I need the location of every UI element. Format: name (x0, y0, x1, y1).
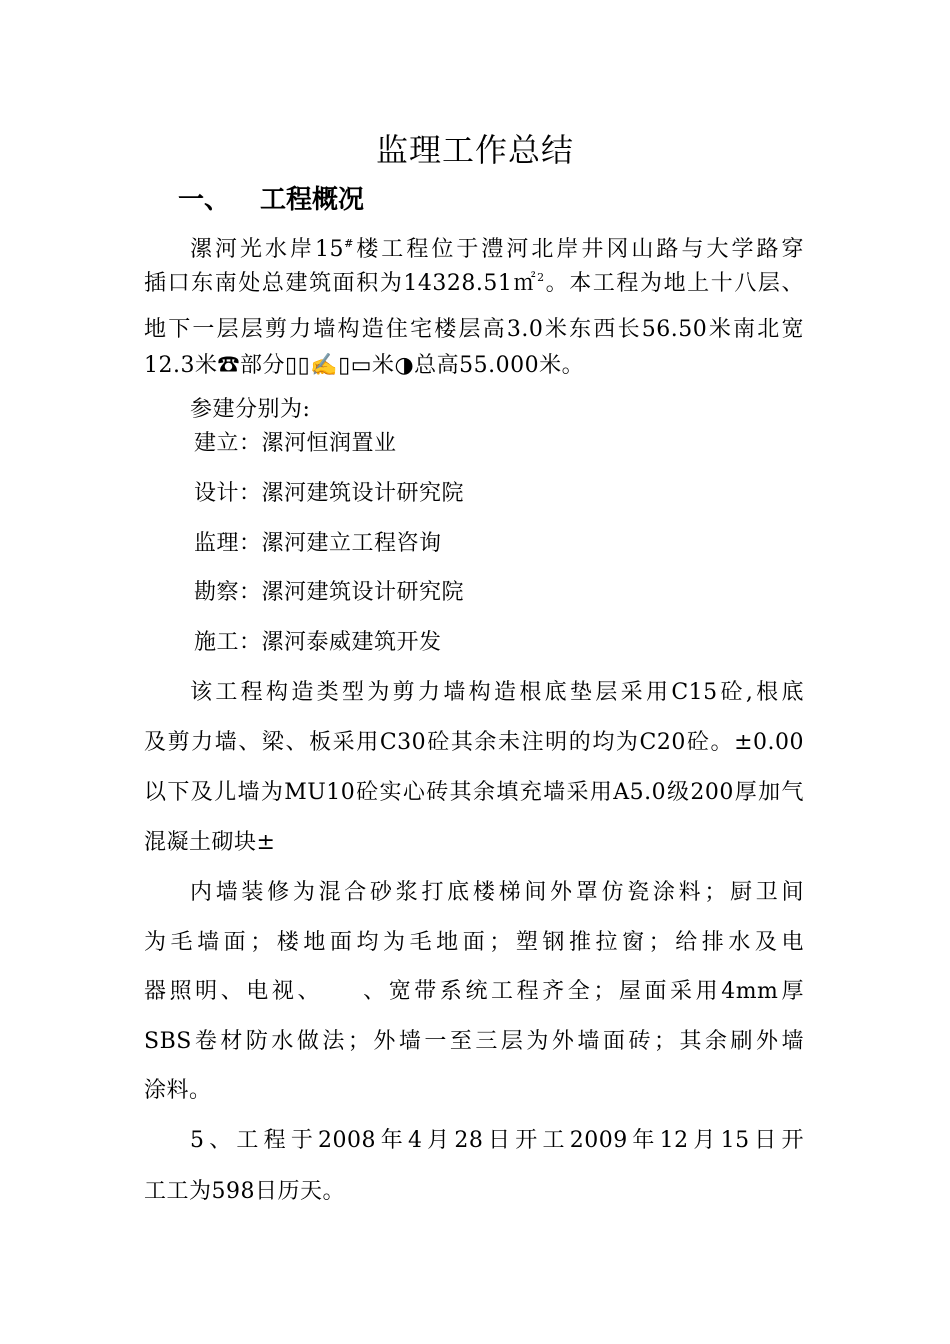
overview-line-4: 12.3米☎部分▯▯✍▯▭米◑总高55.000米。 (144, 353, 585, 378)
page-title: 监理工作总结 (375, 131, 574, 169)
schedule-line-2: 工工为598日历天。 (144, 1179, 345, 1204)
finishing-line-4: SBS卷材防水做法；外墙一至三层为外墙面砖；其余刷外墙 (144, 1029, 804, 1054)
section-number: 一、 (178, 185, 231, 215)
structure-line-1: 该工程构造类型为剪力墙构造根底垫层采用C15砼,根底 (190, 680, 804, 705)
structure-line-3: 以下及儿墙为MU10砼实心砖其余填充墙采用A5.0级200厚加气 (144, 780, 804, 805)
overview-line-1: 漯河光水岸15#楼工程位于澧河北岸井冈山路与大学路穿 (190, 237, 804, 262)
structure-line-4: 混凝土砌块± (144, 830, 276, 855)
participants-intro: 参建分别为: (190, 397, 311, 422)
participant-surveyor: 勘察：漯河建筑设计研究院 (194, 580, 465, 605)
participant-contractor: 施工：漯河泰威建筑开发 (194, 630, 442, 655)
participant-owner: 建立：漯河恒润置业 (194, 431, 397, 456)
section-title: 工程概况 (260, 185, 365, 215)
finishing-line-3: 器照明、电视、 、宽带系统工程齐全；屋面采用4mm厚 (144, 979, 804, 1004)
overview-line-2: 插口东南处总建筑面积为14328.51㎡$^2$。本工程为地上十八层、 (144, 271, 804, 296)
schedule-line-1: 5、工程于2008年4月28日开工2009年12月15日开 (190, 1128, 804, 1153)
finishing-line-1: 内墙装修为混合砂浆打底楼梯间外罩仿瓷涂料；厨卫间 (190, 880, 804, 905)
participant-designer: 设计：漯河建筑设计研究院 (194, 481, 465, 506)
section-heading (178, 182, 364, 218)
finishing-line-5: 涂料。 (144, 1078, 212, 1103)
finishing-line-2: 为毛墙面；楼地面均为毛地面；塑钢推拉窗；给排水及电 (144, 930, 804, 955)
overview-line-3: 地下一层层剪力墙构造住宅楼层高3.0米东西长56.50米南北宽 (144, 317, 804, 342)
structure-line-2: 及剪力墙、梁、板采用C30砼其余未注明的均为C20砼。±0.00 (144, 730, 804, 755)
participant-supervisor: 监理：漯河建立工程咨询 (194, 531, 442, 556)
